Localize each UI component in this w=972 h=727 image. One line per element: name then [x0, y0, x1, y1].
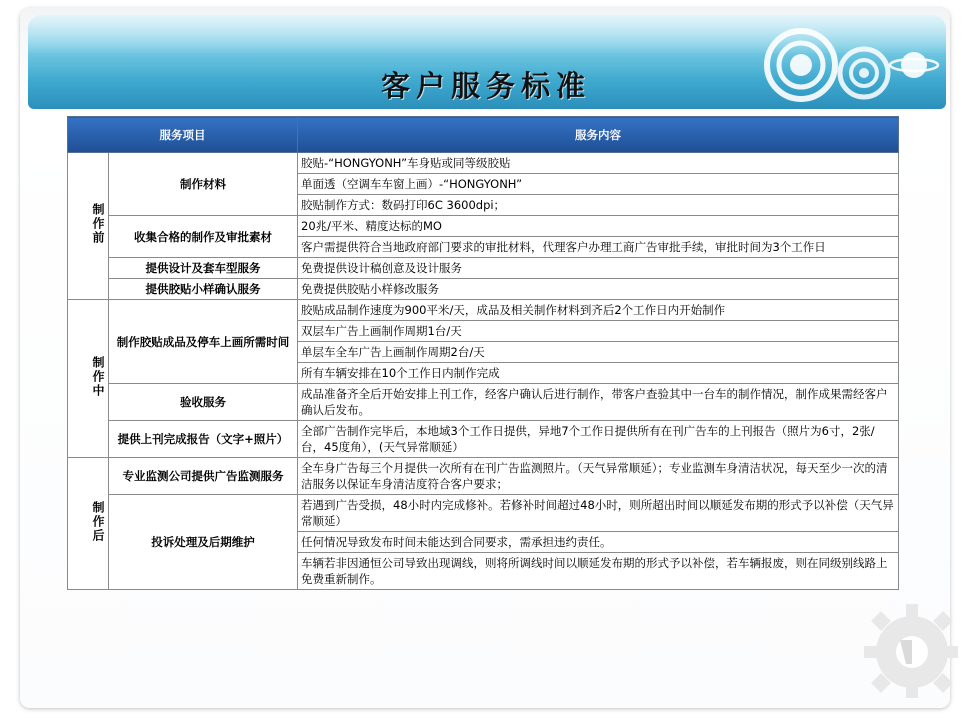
service-item: 制作材料 [109, 153, 298, 216]
phase-label: 制作后 [91, 500, 105, 543]
table-row [68, 216, 899, 237]
service-content: 全部广告制作完毕后，本地域3个工作日提供，异地7个工作日提供所有在刊广告车的上刊报告（照片为6寸，2张/台，45度角），(天气异常顺延） [298, 421, 899, 458]
service-item: 投诉处理及后期维护 [109, 495, 298, 590]
service-item: 专业监测公司提供广告监测服务 [109, 458, 298, 495]
service-content: 双层车广告上画制作周期1台/天 [298, 321, 899, 342]
service-item: 收集合格的制作及审批素材 [109, 216, 298, 258]
table-row [68, 300, 899, 321]
service-content: 客户需提供符合当地政府部门要求的审批材料，代理客户办理工商广告审批手续，审批时间为3个工作日 [298, 237, 899, 258]
service-item: 提供设计及套车型服务 [109, 258, 298, 279]
phase-cell-during [68, 300, 109, 458]
service-standard-table [67, 116, 899, 590]
service-item: 提供胶贴小样确认服务 [109, 279, 298, 300]
table-row [68, 421, 899, 458]
service-content: 车辆若非因通恒公司导致出现调线，则将所调线时间以顺延发布期的形式予以补偿，若车辆报废，则在同级别线路上免费重新制作。 [298, 553, 899, 590]
service-content: 所有车辆安排在10个工作日内制作完成 [298, 363, 899, 384]
service-content: 成品准备齐全后开始安排上刊工作，经客户确认后进行制作，带客户查验其中一台车的制作情况，制作成果需经客户确认后发布。 [298, 384, 899, 421]
table-row [68, 279, 899, 300]
header-service-item: 服务项目 [68, 117, 298, 153]
service-content: 胶贴-“HONGYONH”车身贴或同等级胶贴 [298, 153, 899, 174]
table-row [68, 153, 899, 174]
service-content: 单层车全车广告上画制作周期2台/天 [298, 342, 899, 363]
phase-label: 制作前 [91, 203, 105, 245]
service-content: 若遇到广告受损，48小时内完成修补。若修补时间超过48小时，则所超出时间以顺延发布期的形式予以补偿（天气异常顺延） [298, 495, 899, 532]
table-row [68, 258, 899, 279]
service-content: 任何情况导致发布时间未能达到合同要求，需承担违约责任。 [298, 532, 899, 553]
header-service-content: 服务内容 [298, 117, 899, 153]
table-row [68, 384, 899, 421]
service-content: 单面透（空调车车窗上画）-“HONGYONH” [298, 174, 899, 195]
page-title: 客户服务标准 [380, 69, 591, 103]
service-item: 提供上刊完成报告（文字+照片） [109, 421, 298, 458]
phase-cell-before [68, 153, 109, 300]
table-row [68, 458, 899, 495]
table-header-row [68, 117, 899, 153]
service-content: 20兆/平米、精度达标的MO [298, 216, 899, 237]
service-content: 免费提供胶贴小样修改服务 [298, 279, 899, 300]
phase-cell-after [68, 458, 109, 590]
service-item: 制作胶贴成品及停车上画所需时间 [109, 300, 298, 384]
gear-icon [850, 590, 960, 700]
service-content: 胶贴成品制作速度为900平米/天，成品及相关制作材料到齐后2个工作日内开始制作 [298, 300, 899, 321]
table-row [68, 495, 899, 532]
service-content: 胶贴制作方式：数码打印6C 3600dpi； [298, 195, 899, 216]
service-content: 全车身广告每三个月提供一次所有在刊广告监测照片。（天气异常顺延）；专业监测车身清洁状况，每天至少一次的清洁服务以保证车身清洁度符合客户要求； [298, 458, 899, 495]
service-item: 验收服务 [109, 384, 298, 421]
phase-label: 制作中 [91, 355, 105, 398]
service-content: 免费提供设计稿创意及设计服务 [298, 258, 899, 279]
